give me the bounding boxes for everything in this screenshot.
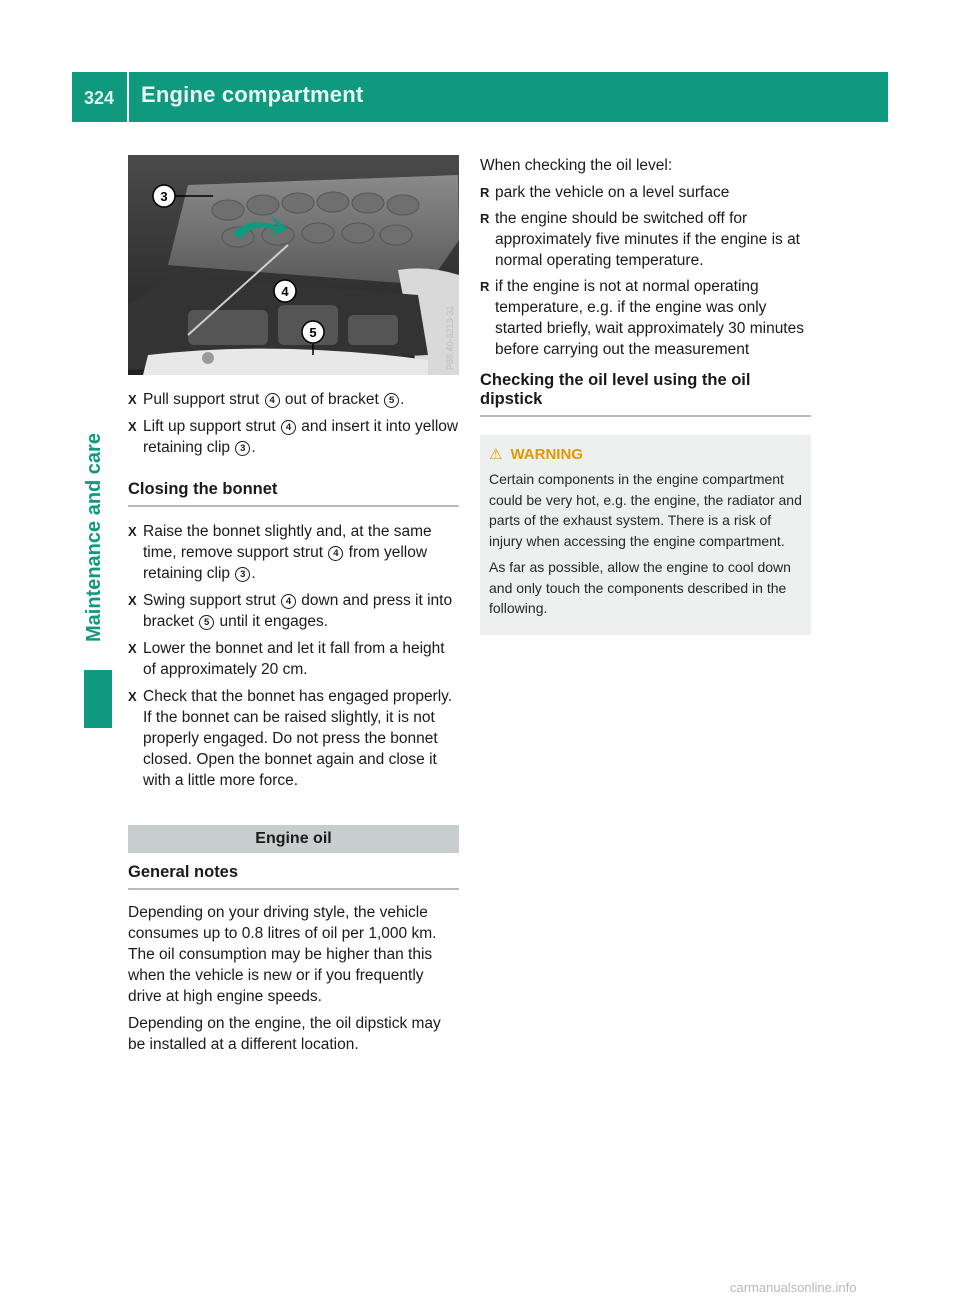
figure-callout-4: 4 — [281, 284, 289, 299]
warning-header — [489, 445, 802, 463]
header-divider — [127, 72, 129, 122]
figure-code: P88.40-3213-31 — [445, 305, 455, 370]
bonnet-figure — [128, 155, 459, 375]
list-item: R the engine should be switched off for approximately five minutes if the engine is at normal operating temperature. — [480, 210, 800, 269]
step-check-bonnet: X Check that the bonnet has engaged properly. If the bonnet can be raised slightly, it is not properly engaged. Do not press the bonnet closed. Open the bonnet again and close it with a little more force. — [128, 688, 453, 789]
step-swing-strut: X Swing support strut 4 down and press it into bracket 5 until it engages. — [128, 592, 453, 630]
figure-callout-5: 5 — [309, 325, 317, 340]
step-lift-strut: X Lift up support strut 4 and insert it into yellow retaining clip 3 . — [128, 418, 459, 456]
step-pull-strut: X Pull support strut 4 out of bracket 5 . — [128, 391, 405, 408]
bullet-icon: R — [480, 279, 490, 294]
step-raise-bonnet: X Raise the bonnet slightly and, at the same time, remove support strut 4 from yellow retaining clip 3 . — [128, 523, 432, 582]
step-marker-icon: X — [128, 593, 137, 608]
warning-paragraph-1: Certain components in the engine compartment could be very hot, e.g. the engine, the radiator and parts of the exhaust system. There is a risk of injury when accessing the engine compartment. — [489, 471, 802, 549]
step-lower-bonnet: X Lower the bonnet and let it fall from a height of approximately 20 cm. — [128, 640, 445, 678]
general-notes-heading: General notes — [128, 863, 459, 890]
dipstick-heading: Checking the oil level using the oil dipstick — [480, 371, 811, 417]
step-marker-icon: X — [128, 524, 137, 539]
warning-paragraph-2: As far as possible, allow the engine to cool down and only touch the components described in the following. — [489, 559, 791, 616]
general-notes-paragraph-1: Depending on your driving style, the vehicle consumes up to 0.8 litres of oil per 1,000 km. The oil consumption may be higher than this when the vehicle is new or if you frequently drive at high engine speeds. — [128, 904, 437, 1005]
warning-triangle-icon: ⚠ — [489, 446, 503, 463]
warning-title: WARNING — [510, 446, 583, 463]
oil-check-intro: When checking the oil level: — [480, 157, 673, 174]
page-header — [72, 72, 888, 122]
general-notes-paragraph-2: Depending on the engine, the oil dipstick may be installed at a different location. — [128, 1015, 441, 1053]
step-marker-icon: X — [128, 392, 137, 407]
bullet-icon: R — [480, 211, 490, 226]
page-number: 324 — [84, 88, 115, 108]
bullet-icon: R — [480, 185, 490, 200]
sidebar-chapter-label: Maintenance and care — [83, 433, 105, 642]
sidebar-chapter-marker — [84, 670, 112, 728]
left-column — [128, 155, 459, 1055]
step-marker-icon: X — [128, 641, 137, 656]
page-title: Engine compartment — [141, 82, 364, 107]
step-marker-icon: X — [128, 419, 137, 434]
engine-oil-section-bar: Engine oil — [128, 825, 459, 853]
list-item: R park the vehicle on a level surface — [480, 184, 730, 201]
figure-callout-3: 3 — [160, 189, 168, 204]
closing-bonnet-heading: Closing the bonnet — [128, 480, 459, 507]
step-note: If the bonnet can be raised slightly, it is not properly engaged. Do not press the bonnet closed. Open the bonnet again and close it with a little more force. — [143, 709, 438, 789]
list-item: R if the engine is not at normal operating temperature, e.g. if the engine was only started briefly, wait approximately 30 minutes before carrying out the measurement — [480, 278, 804, 358]
right-column — [480, 155, 811, 635]
warning-box — [480, 435, 811, 635]
step-marker-icon: X — [128, 689, 137, 704]
engine-bay-illustration — [128, 155, 459, 375]
watermark: carmanualsonline.info — [730, 1280, 857, 1295]
